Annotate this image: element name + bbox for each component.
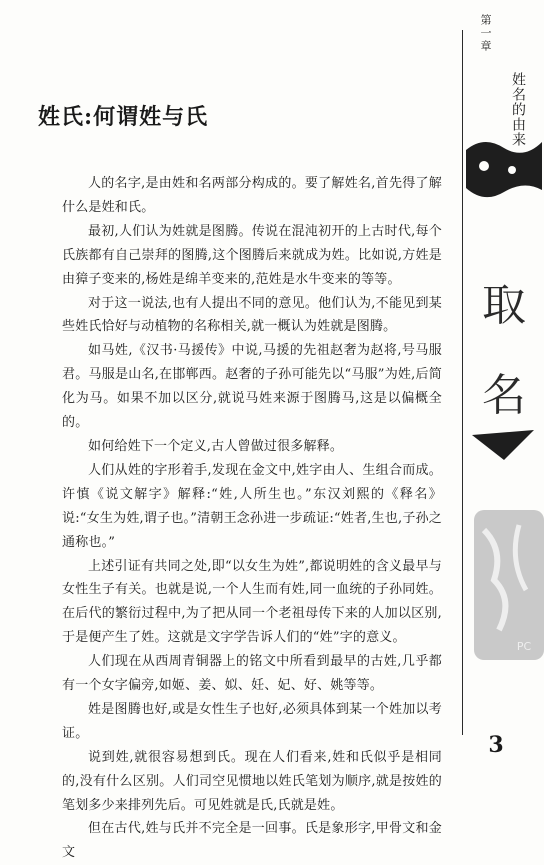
paragraph: 如何给姓下一个定义,古人曾做过很多解释。 [88, 438, 344, 454]
margin-decoration [464, 130, 544, 690]
calligraphy-char-1: 取 [482, 280, 526, 331]
page-number: 3 [488, 732, 504, 758]
paragraph: 人们现在从西周青铜器上的铭文中所看到最早的古姓,几乎都有一个女字偏旁,如姬、姜、姒、妊、妃、好、姚等等。 [62, 654, 442, 694]
calligraphy-char-2: 名 [482, 370, 526, 421]
paragraph: 上述引证有共同之处,即“以女生为姓”,都说明姓的含义最早与女性生子有关。也就是说,一个人生而有姓,同一血统的子孙同姓。在后代的繁衍过程中,为了把从同一个老祖母传下来的人加以区别,于是便产生了姓。这就是文字学告诉人们的“姓”字的意义。 [62, 558, 442, 646]
paragraph: 人的名字,是由姓和名两部分构成的。要了解姓名,首先得了解什么是姓和氏。 [62, 176, 442, 215]
paragraph: 如马姓,《汉书·马援传》中说,马援的先祖赵奢为赵将,号马服君。马服是山名,在邯郸西。赵奢的子孙可能先以“马服”为姓,后简化为马。如果不加以区分,就说马姓来源于图腾马,这是以偏概全的。 [62, 343, 442, 431]
chapter-label: 第一章 [479, 14, 492, 53]
section-title: 姓氏:何谓姓与氏 [38, 104, 209, 130]
paragraph: 人们从姓的字形着手,发现在金文中,姓字由人、生组合而成。许慎《说文解字》解释:“姓,人所生也。”东汉刘熙的《释名》说:“女生为姓,谓子也。”清朝王念孙进一步疏证:“姓者,生也,子孙之通称也。” [62, 462, 442, 550]
body-text [62, 172, 442, 865]
paragraph: 姓是图腾也好,或是女性生子也好,必须具体到某一个姓加以考证。 [62, 701, 442, 741]
seal-stamp [474, 510, 544, 660]
paragraph: 但在古代,姓与氏并不完全是一回事。氏是象形字,甲骨文和金文 [62, 821, 442, 861]
calligraphy-glyphs [482, 280, 526, 421]
paragraph: 说到姓,就很容易想到氏。现在人们看来,姓和氏似乎是相同的,没有什么区别。人们司空见惯地以姓氏笔划为顺序,就是按姓的笔划多少来排列先后。可见姓就是氏,氏就是姓。 [62, 749, 442, 813]
stamp-text: PC [516, 640, 532, 653]
paragraph: 对于这一说法,也有人提出不同的意见。他们认为,不能见到某些姓氏恰好与动植物的名称相关,就一概认为姓就是图腾。 [62, 295, 442, 335]
paragraph: 最初,人们认为姓就是图腾。传说在混沌初开的上古时代,每个氏族都有自己崇拜的图腾,这个图腾后来就成为姓。比如说,方姓是由獐子变来的,杨姓是绵羊变来的,范姓是水牛变来的等等。 [62, 223, 442, 287]
margin-rule [462, 30, 463, 735]
section-running-head: 姓名的由来 [510, 72, 526, 147]
